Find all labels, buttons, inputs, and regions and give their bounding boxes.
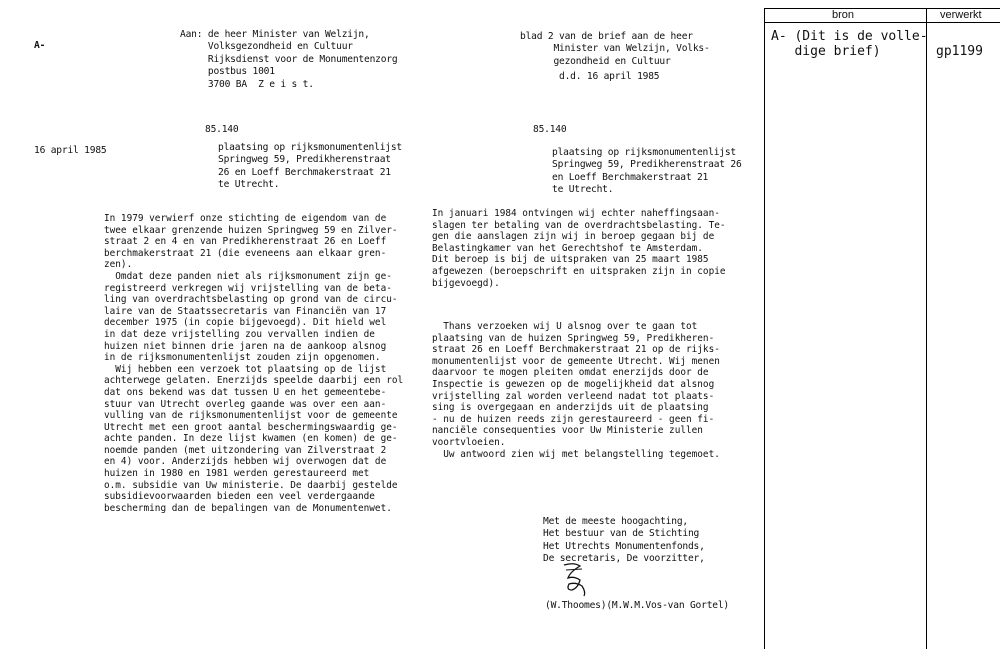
page1-address: Aan: de heer Minister van Welzijn, Volksgezondheid en Cultuur Rijksdienst voor de Monumentenzorg postbus 1001 3700 BA Z e i s t. [180, 29, 398, 90]
verwerkt-cell: gp1199 [936, 44, 983, 59]
table-left-border [764, 8, 765, 649]
signature-mark [560, 560, 590, 598]
page2-signatories: (W.Thoomes)(M.W.M.Vos-van Gortel) [545, 600, 730, 611]
table-column-divider [926, 8, 927, 649]
bron-cell: A- (Dit is de volle- dige brief) [771, 29, 928, 59]
page2-header: blad 2 van de brief aan de heer Minister van Welzijn, Volks- gezondheid en Cultuur [520, 31, 710, 67]
column-header-bron: bron [832, 9, 855, 21]
page1-date: 16 april 1985 [34, 145, 107, 156]
column-header-verwerkt: verwerkt [940, 9, 982, 21]
page1-body: In 1979 verwierf onze stichting de eigendom van de twee elkaar grenzende huizen Springweg 59 en Zilver- straat 2 en 4 en van Predikherenstraat 26 en Loeff berchmakerstraat 21 (die eveneens aan elkaar gren- zen). Omdat deze panden niet als rijksmonument zijn ge- registreerd verkregen wij vrijstelling van de beta- ling van overdrachtsbelasting op grond van de circu- laire van de Staatssecretaris van Financiën van 17 december 1975 (in copie bijgevoegd). Dit hield wel in dat deze vrijstelling zou vervallen indien de huizen niet binnen drie jaren na de aankoop alsnog in de rijksmonumentenlijst zouden zijn opgenomen. Wij hebben een verzoek tot plaatsing op de lijst achterwege gelaten. Enerzijds speelde daarbij een rol dat ons bekend was dat tussen U en het gemeentebe- stuur van Utrecht overleg gaande was over een aan- vulling van de rijksmonumentenlijst voor de gemeente Utrecht met een groot aantal beschermingswaardig ge- achte panden. In deze lijst kwamen (en komen) de ge- noemde panden (met uitzondering van Zilverstraat 2 en 4) voor. Anderzijds hebben wij overwogen dat de huizen in 1980 en 1981 werden gerestaureerd met o.m. subsidie van Uw ministerie. De daarbij gestelde subsidievoorwaarden bieden een veel verdergaande bescherming dan de bepalingen van de Monumentenwet. [104, 213, 404, 514]
page2-closing: Met de meeste hoogachting, Het bestuur van de Stichting Het Utrechts Monumentenfonds, De secretaris, De voorzitter, [543, 516, 705, 565]
page1-subject: plaatsing op rijksmonumentenlijst Springweg 59, Predikherenstraat 26 en Loeff Berchmakerstraat 21 te Utrecht. [218, 142, 403, 191]
page2-date: d.d. 16 april 1985 [559, 71, 660, 82]
page2-reference: 85.140 [533, 124, 567, 135]
page2-paragraph-1: In januari 1984 ontvingen wij echter naheffingsaan- slagen ter betaling van de overdrachtsbelasting. Te- gen die aanslagen zijn wij in beroep gegaan bij de Belastingkamer van het Gerechtshof te Amsterdam. Dit beroep is bij de uitspraken van 25 maart 1985 afgewezen (beroepschrift en uitspraken zijn in copie bijgevoegd). [432, 208, 726, 289]
page1-reference: 85.140 [205, 124, 239, 135]
table-header-rule [764, 22, 1000, 23]
page2-subject: plaatsing op rijksmonumentenlijst Springweg 59, Predikherenstraat 26 en Loeff Berchmakerstraat 21 te Utrecht. [552, 147, 742, 196]
page2-paragraph-2: Thans verzoeken wij U alsnog over te gaan tot plaatsing van de huizen Springweg 59, Predikheren- straat 26 en Loeff Berchmakerstraat 21 op de rijks- monumentenlijst voor de gemeente Utrecht. Wij menen daarvoor te mogen pleiten omdat enerzijds door de Inspectie is gewezen op de mogelijkheid dat alsnog vrijstelling zal worden verleend nadat tot plaats- sing is overgegaan en anderzijds uit de plaatsing - nu de huizen reeds zijn gerestaureerd - geen fi- nanciële consequenties voor Uw Ministerie zullen voortvloeien. Uw antwoord zien wij met belangstelling tegemoet. [432, 321, 720, 460]
page1-marker: A- [34, 40, 46, 51]
